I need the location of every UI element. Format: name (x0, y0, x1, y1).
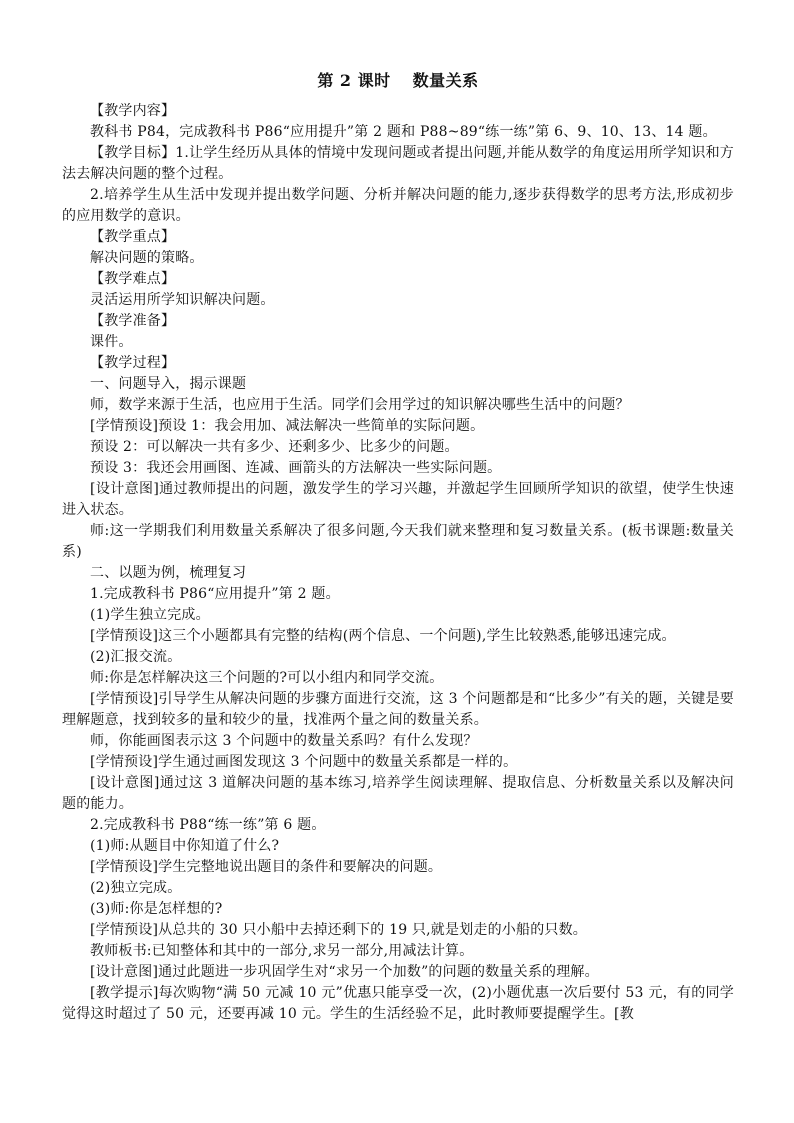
section-heading-key-points: 【教学重点】 (90, 229, 176, 245)
paragraph: 教科书 P84，完成教科书 P86“应用提升”第 2 题和 P88~89“练一练”第 6、9、10、13、14 题。 (90, 124, 717, 140)
paragraph: [学情预设]这三个小题都具有完整的结构(两个信息、一个问题),学生比较熟悉,能够迅速完成。 (90, 628, 676, 644)
paragraph: 教师板书:已知整体和其中的一部分,求另一部分,用减法计算。 (90, 943, 474, 959)
paragraph: 师，数学来源于生活，也应用于生活。同学们会用学过的知识解决哪些生活中的问题？ (90, 397, 630, 413)
paragraph: (1)学生独立完成。 (90, 607, 210, 623)
subsection-heading: 一、问题导入，揭示课题 (90, 376, 247, 392)
paragraph: (2)独立完成。 (90, 880, 182, 896)
paragraph: 预设 3：我还会用画图、连减、画箭头的方法解决一些实际问题。 (90, 460, 502, 476)
paragraph: [学情预设]从总共的 30 只小船中去掉还剩下的 19 只,就是划走的小船的只数。 (90, 922, 588, 938)
paragraph: [设计意图]通过此题进一步巩固学生对“求另一个加数”的问题的数量关系的理解。 (90, 964, 599, 980)
paragraph: [设计意图]通过教师提出的问题，激发学生的学习兴趣，并激起学生回顾所学知识的欲望，使学生快速进入状态。 (62, 481, 734, 518)
paragraph: 解决问题的策略。 (90, 250, 204, 266)
section-heading-objectives: 【教学目标】1.让学生经历从具体的情境中发现问题或者提出问题,并能从数学的角度运用所学知识和方法去解决问题的整个过程。 (62, 145, 734, 182)
paragraph: 预设 2：可以解决一共有多少、还剩多少、比多少的问题。 (90, 439, 459, 455)
paragraph: (1)师:从题目中你知道了什么? (90, 838, 280, 854)
paragraph: [教学提示]每次购物“满 50 元减 10 元”优惠只能享受一次，(2)小题优惠一次后要付 53 元，有的同学觉得这时超过了 50 元，还要再减 10 元。学生的生活经验不足，此时教师要提醒学生。[教 (62, 985, 734, 1022)
paragraph: 2.培养学生从生活中发现并提出数学问题、分析并解决问题的能力,逐步获得数学的思考方法,形成初步的应用数学的意识。 (62, 187, 734, 224)
paragraph: [学情预设]引导学生从解决问题的步骤方面进行交流，这 3 个问题都是和“比多少”有关的题，关键是要理解题意，找到较多的量和较少的量，找准两个量之间的数量关系。 (62, 691, 734, 728)
paragraph: [设计意图]通过这 3 道解决问题的基本练习,培养学生阅读理解、提取信息、分析数量关系以及解决问题的能力。 (62, 775, 734, 812)
paragraph: (2)汇报交流。 (90, 649, 182, 665)
section-heading-difficulties: 【教学难点】 (90, 271, 176, 287)
paragraph: 师:你是怎样解决这三个问题的?可以小组内和同学交流。 (90, 670, 444, 686)
paragraph: 课件。 (90, 334, 133, 350)
section-heading-preparation: 【教学准备】 (90, 313, 176, 329)
title-lesson-number: 第 2 课时 (317, 71, 391, 90)
paragraph: (3)师:你是怎样想的? (90, 901, 223, 917)
paragraph: 2.完成教科书 P88“练一练”第 6 题。 (90, 817, 326, 833)
subsection-heading: 二、以题为例，梳理复习 (90, 565, 247, 581)
section-heading-process: 【教学过程】 (90, 355, 176, 371)
title-topic: 数量关系 (412, 71, 479, 90)
paragraph: 师:这一学期我们利用数量关系解决了很多问题,今天我们就来整理和复习数量关系。(板书课题:数量关系) (62, 523, 734, 560)
section-heading-content: 【教学内容】 (90, 103, 176, 119)
document-page (62, 68, 734, 1025)
paragraph: [学情预设]学生通过画图发现这 3 个问题中的数量关系都是一样的。 (90, 754, 518, 770)
paragraph: 灵活运用所学知识解决问题。 (90, 292, 275, 308)
paragraph: 1.完成教科书 P86“应用提升”第 2 题。 (90, 586, 340, 602)
page-title (62, 68, 734, 94)
paragraph: [学情预设]预设 1：我会用加、减法解决一些简单的实际问题。 (90, 418, 485, 434)
paragraph: 师，你能画图表示这 3 个问题中的数量关系吗？有什么发现？ (90, 733, 478, 749)
paragraph: [学情预设]学生完整地说出题目的条件和要解决的问题。 (90, 859, 443, 875)
